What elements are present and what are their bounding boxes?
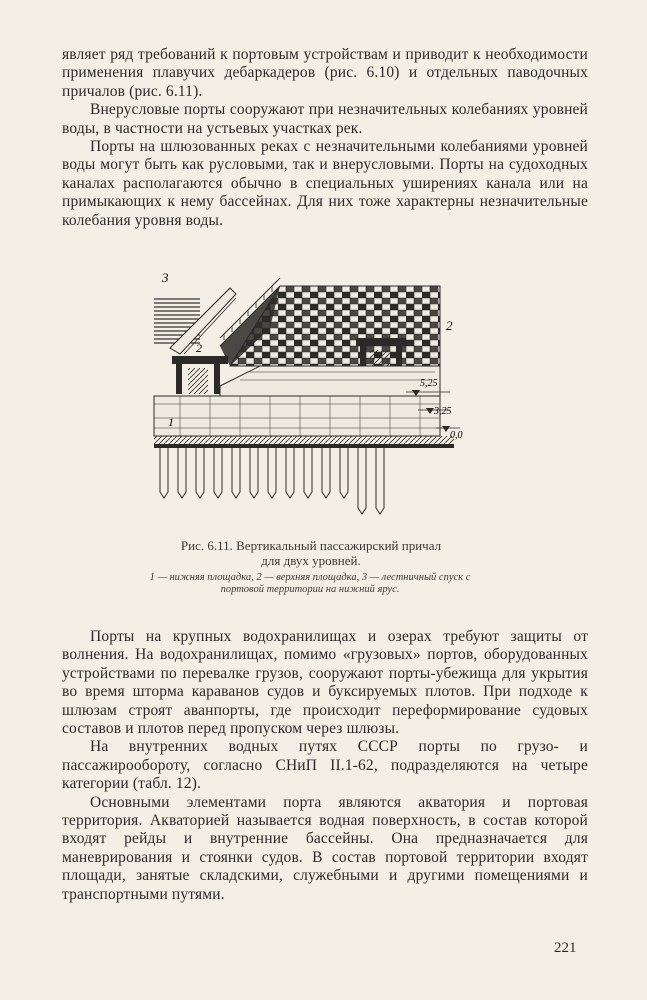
paragraph: Порты на шлюзованных реках с незначительными колебаниями уровней воды могут быть как русловыми, так и внерусловыми. Порты на судоходных каналах располагаются обычно в специальных уширениях канала или на примыкающих к нему бассейнах. Для них тоже характерны незначительные колебания уровня воды. bbox=[62, 138, 588, 229]
paragraph: Порты на крупных водохранилищах и озерах требуют защиты от волнения. На водохранилищах, помимо «грузовых» портов, оборудованных устройствами по перевалке грузов, сооружают порты-убежища для укрытия во время шторма караванов судов и буксируемых плотов. При подходе к шлюзам строят аванпорты, где происходит переформирование судовых составов и плотов перед пропуском через шлюзы. bbox=[62, 628, 588, 738]
level-3-25: 3,25 bbox=[434, 406, 452, 417]
lower-platform bbox=[220, 366, 440, 396]
figure-drawing bbox=[150, 268, 465, 520]
paragraph: Основными элементами порта являются акватория и портовая территория. Акваторией называется водная поверхность, в состав которой входят рейды и внутренние бассейны. Она предназначается для маневрирования и стоянки судов. В состав портовой территории входят площади, занятые складскими, служебными и другими помещениями и транспортными путями. bbox=[62, 793, 588, 903]
label-3: 3 bbox=[162, 270, 169, 285]
paragraph: являет ряд требований к портовым устройствам и приводит к необходимости применения плавучих дебаркадеров (рис. 6.10) и отдельных паводочных причалов (рис. 6.11). bbox=[62, 46, 588, 100]
level-5-25: 5,25 bbox=[420, 378, 438, 389]
label-2-left: 2 bbox=[196, 341, 202, 355]
caption-line: для двух уровней. bbox=[261, 553, 361, 568]
top-text bbox=[62, 46, 588, 230]
paragraph: На внутренних водных путях СССР порты по грузо- и пассажирообороту, согласно СНиП II.1-62, подразделяются на четыре категории (табл. 12). bbox=[62, 738, 588, 793]
label-1: 1 bbox=[168, 415, 174, 429]
level-0-0: 0,0 bbox=[450, 430, 463, 441]
paragraph: Внерусловые порты сооружают при незначительных колебаниях уровней воды, в частности на устьевых участках рек. bbox=[62, 101, 588, 137]
figure-legend: 1 — нижняя площадка, 2 — верхняя площадка, 3 — лестничный спуск с портовой территории на нижний ярус. bbox=[149, 572, 471, 595]
page-number: 221 bbox=[554, 940, 577, 956]
label-2-right: 2 bbox=[446, 318, 453, 333]
caption-line: Рис. 6.11. Вертикальный пассажирский причал bbox=[180, 538, 442, 553]
bottom-text bbox=[62, 628, 588, 904]
pier-illustration bbox=[150, 268, 465, 520]
figure-caption bbox=[126, 538, 496, 568]
